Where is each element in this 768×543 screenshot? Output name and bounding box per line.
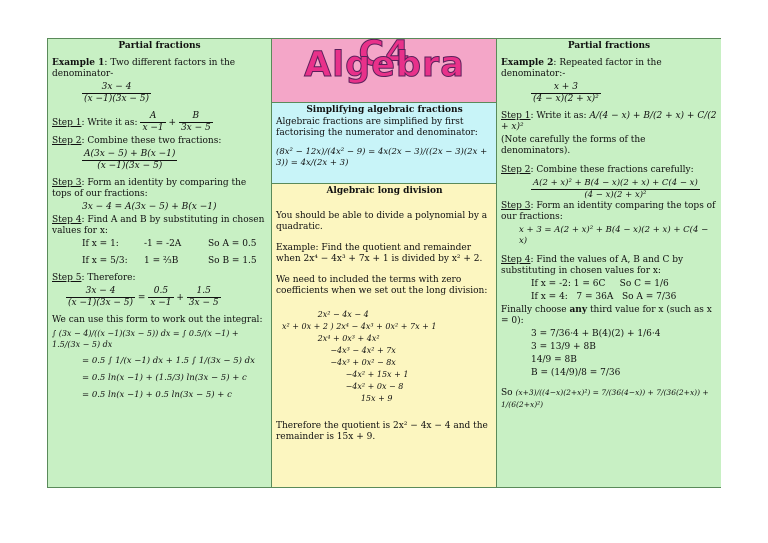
long-division-example: Example: Find the quotient and remainder when 2x⁴ − 4x³ + 7x + 1 is divided by x² + 2. — [276, 243, 483, 264]
right-step-3-identity: x + 3 = A(2 + x)² + B(4 − x)(2 + x) + C(4 − x) — [519, 225, 709, 246]
right-working-2: 3 = 13/9 + 8B — [531, 342, 596, 352]
left-panel-example-1: Partial fractions Example 1: Two different factors in the denominator- $\frac{3x - 4}{(x -1)(3x - 5)}$ Step 1: Write it as: $\frac{A}{x -1}$ + $\frac{B}{3x - 5}$ Step 2: Combine these two fractions: $\frac{A(3x - 5) + B(x -1)}{(x -1)(3x - 5)}$ Step 3: Form an identity by comparing the tops of our fractions: 3x − 4 = A(3x − 5) + B(x −1) Step 4: Find A and B by substituting in chosen values for x: If x = 1: -1 = -2A So A = 0.5 If x = 5/3: 1 = ⅔B So B = 1.5 Step 5: Therefore: $\frac{3x - 4}{(x -1)(3x - 5)}$ = $\frac{0.5}{x -1}$ + $\frac{1.5}{3x - 5}$ We can use this form to work out the integral: ∫ (3x − 4)/((x −1)(3x − 5)) dx = ∫ 0.5/(x −1) + 1.5/(3x − 5) dx = 0.5 ∫ 1/(x −1) dx + 1.5 ∫ 1/(3x − 5) dx = 0.5 ln(x −1) + (1.5/3) ln(3x − 5) + c = 0.5 ln(x −1) + 0.5 ln(3x − 5) + c — [48, 39, 272, 487]
example-2-label: Example 2 — [501, 58, 554, 68]
integral-line-3: = 0.5 ln(x −1) + (1.5/3) ln(3x − 5) + c — [82, 373, 247, 383]
simplifying-equation: (8x² − 12x)/(4x² − 9) = 4x(2x − 3)/((2x − 3)(2x + 3)) = 4x/(2x + 3) — [276, 147, 488, 168]
right-working-1: 3 = 7/36·4 + B(4)(2) + 1/6·4 — [531, 329, 661, 339]
long-division-working: 2x² − 4x − 4 x² + 0x + 2 ) 2x⁴ − 4x³ + 0x² + 7x + 1 2x⁴ + 0x³ + 4x² −4x³ − 4x² + 7x −4x³ + 0x² − 8x −4x² + 15x + 1 −4x² + 0x − 8 15x + 9 — [282, 310, 437, 403]
example-1-text: : Two different factors in the denominator- — [52, 58, 236, 79]
revision-sheet — [47, 38, 721, 488]
right-panel-example-2 — [497, 39, 721, 487]
left-step-1: Step 1: Write it as: $\frac{A}{x -1}$ + $\frac{B}{3x - 5}$ — [52, 111, 211, 133]
main-title: C4 Algebra — [304, 39, 465, 85]
right-finally: Finally choose any third value for x (such as x = 0): — [501, 305, 712, 326]
left-step-4: Step 4: Find A and B by substituting in chosen values for x: — [52, 215, 265, 236]
example-1-label: Example 1 — [52, 58, 105, 68]
left-step-3: Step 3: Form an identity by comparing the tops of our fractions: — [52, 178, 247, 199]
right-step-1: Step 1: Write it as: A/(4 − x) + B/(2 + x) + C/(2 + x)² — [501, 111, 717, 132]
left-step-2: Step 2: Combine these two fractions: — [52, 136, 222, 146]
right-step-4-row-1: If x = -2: 1 = 6C So C = 1/6 — [531, 279, 669, 289]
right-working-3: 14/9 = 8B — [531, 355, 577, 365]
right-working-4: B = (14/9)/8 = 7/36 — [531, 368, 621, 378]
left-panel-title: Partial fractions — [118, 41, 201, 51]
long-division-conclusion: Therefore the quotient is 2x² − 4x − 4 and the remainder is 15x + 9. — [276, 421, 488, 442]
right-step-2-fraction: $\frac{\text{A(2 + x)² + B(4 − x)(2 + x) + C(4 − x)}}{\text{(4 − x)(2 + x)²}}$ — [533, 178, 698, 200]
right-step-3: Step 3: Form an identity comparing the tops of our fractions: — [501, 201, 716, 222]
left-step-4-row-2: If x = 5/3: 1 = ⅔B So B = 1.5 — [82, 256, 257, 266]
simplifying-title: Simplifying algebraic fractions — [306, 105, 463, 115]
right-step-1-note: (Note carefully the forms of the denominators). — [501, 135, 646, 156]
example-2-text: : Repeated factor in the denominator:- — [501, 58, 662, 79]
simplifying-section — [272, 103, 497, 184]
example-2-fraction: $\frac{x + 3}{\text{(4 − x)(2 + x)²}}$ — [533, 82, 599, 104]
right-step-2: Step 2: Combine these fractions carefully: — [501, 165, 694, 175]
long-division-intro: You should be able to divide a polynomial by a quadratic. — [276, 211, 488, 232]
example-1-fraction: $\frac{3x - 4}{(x -1)(3x - 5)}$ — [84, 82, 150, 104]
right-panel-title: Partial fractions — [567, 41, 651, 51]
left-step-5: Step 5: Therefore: — [52, 273, 136, 283]
simplifying-text: Algebraic fractions are simplified by first factorising the numerator and denominator: — [276, 117, 478, 138]
right-step-4-row-2: If x = 4: 7 = 36A So A = 7/36 — [531, 292, 677, 302]
left-step-5-equation: $\frac{3x - 4}{(x -1)(3x - 5)}$ = $\frac{0.5}{x -1}$ + $\frac{1.5}{3x - 5}$ — [68, 286, 219, 308]
right-step-4: Step 4: Find the values of A, B and C by substituting in chosen values for x: — [501, 255, 684, 276]
integral-line-4: = 0.5 ln(x −1) + 0.5 ln(3x − 5) + c — [82, 390, 232, 400]
left-step-4-row-1: If x = 1: -1 = -2A So A = 0.5 — [82, 239, 257, 249]
right-final-result: So (x+3)/((4−x)(2+x)²) = 7/(36(4−x)) + 7/(36(2+x)) + 1/(6(2+x)²) — [501, 388, 709, 409]
long-division-section — [272, 184, 497, 487]
integral-intro: We can use this form to work out the integral: — [52, 315, 263, 325]
middle-panel — [272, 39, 497, 487]
long-division-note: We need to included the terms with zero coefficients when we set out the long division: — [276, 275, 488, 296]
long-division-title: Algebraic long division — [326, 186, 443, 196]
main-title-banner — [272, 39, 497, 103]
integral-line-1: ∫ (3x − 4)/((x −1)(3x − 5)) dx = ∫ 0.5/(x −1) + 1.5/(3x − 5) dx — [52, 329, 239, 349]
integral-line-2: = 0.5 ∫ 1/(x −1) dx + 1.5 ∫ 1/(3x − 5) dx — [82, 356, 255, 366]
left-step-3-identity: 3x − 4 = A(3x − 5) + B(x −1) — [82, 202, 217, 212]
